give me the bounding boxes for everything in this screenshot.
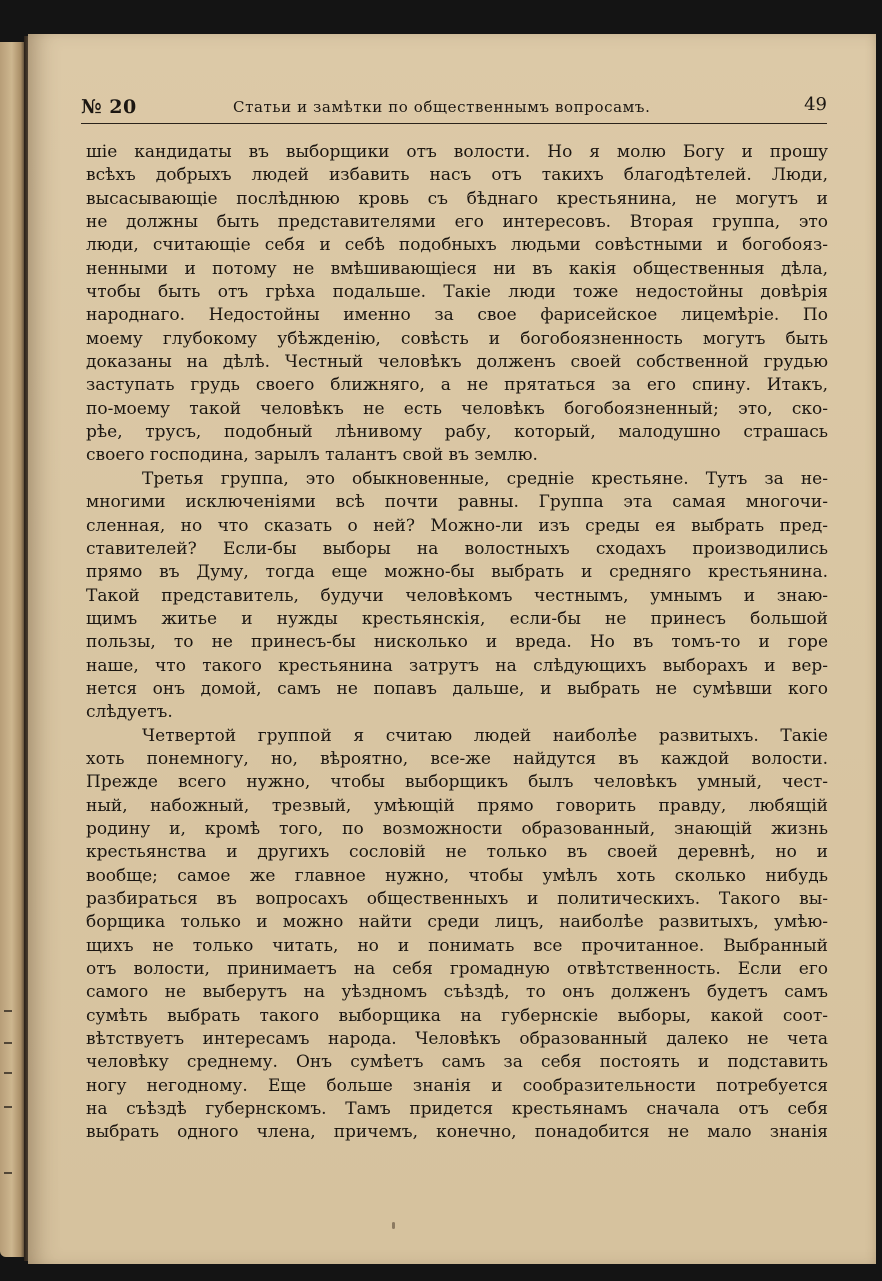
text-line: родину и, кромѣ того, по возможности образованный, знающій жизнь <box>86 818 828 839</box>
text-line: сленная, но что сказать о ней? Можно-ли изъ среды ея выбрать пред- <box>86 515 828 536</box>
text-line: щихъ не только читать, но и понимать все прочитанное. Выбранный <box>86 935 828 956</box>
text-line: отъ волости, принимаетъ на себя громадную отвѣтственность. Если его <box>86 959 828 980</box>
text-line: рѣе, трусъ, подобный лѣнивому рабу, который, малодушно страшась <box>86 422 828 443</box>
text-line: по-моему такой человѣкъ не есть человѣкъ богобоязненный; это, ско- <box>86 398 828 419</box>
text-line: щимъ житье и нужды крестьянскія, если-бы не принесъ большой <box>86 608 828 629</box>
text-line: доказаны на дѣлѣ. Честный человѣкъ долженъ своей собственной грудью <box>86 352 828 373</box>
paragraph-start-line: Третья группа, это обыкновенные, средніе крестьяне. Тутъ за не- <box>142 468 828 489</box>
text-line: борщика только и можно найти среди лицъ, наиболѣе развитыхъ, умѣю- <box>86 912 828 933</box>
text-line: на съѣздѣ губернскомъ. Тамъ придется крестьянамъ сначала отъ себя <box>86 1099 828 1120</box>
text-line: чтобы быть отъ грѣха подальше. Такіе люди тоже недостойны довѣрія <box>86 282 828 303</box>
text-line: всѣхъ добрыхъ людей избавить насъ отъ такихъ благодѣтелей. Люди, <box>86 165 828 186</box>
running-head <box>81 92 827 122</box>
text-line: выбрать одного члена, причемъ, конечно, понадобится не мало знанія <box>86 1122 828 1143</box>
text-line: нется онъ домой, самъ не попавъ дальше, и выбрать не сумѣвши кого <box>86 678 828 699</box>
text-line: ный, набожный, трезвый, умѣющій прямо говорить правду, любящій <box>86 795 828 816</box>
text-line: моему глубокому убѣжденію, совѣсть и богобоязненность могутъ быть <box>86 328 828 349</box>
book-page <box>28 34 876 1264</box>
text-line: ненными и потому не вмѣшивающіеся ни въ какія общественныя дѣла, <box>86 258 828 279</box>
issue-number: № 20 <box>81 96 137 118</box>
page-edge-mark <box>4 1072 12 1074</box>
text-line: сумѣть выбрать такого выборщика на губернскіе выборы, какой соот- <box>86 1005 828 1026</box>
previous-page-edge <box>0 42 26 1257</box>
page-edge-mark <box>4 1010 12 1012</box>
text-line: ставителей? Если-бы выборы на волостныхъ сходахъ производились <box>86 538 828 559</box>
text-line: самого не выберутъ на уѣздномъ съѣздѣ, то онъ долженъ будетъ самъ <box>86 982 828 1003</box>
section-title: Статьи и замѣтки по общественнымъ вопросамъ. <box>233 98 651 116</box>
page-edge-mark <box>4 1042 12 1044</box>
text-line: вообще; самое же главное нужно, чтобы умѣлъ хоть сколько нибудь <box>86 865 828 886</box>
text-line: Такой представитель, будучи человѣкомъ честнымъ, умнымъ и знаю- <box>86 585 828 606</box>
page-edge-mark <box>4 1106 12 1108</box>
text-line: народнаго. Недостойны именно за свое фарисейское лицемѣріе. По <box>86 305 828 326</box>
text-line: прямо въ Думу, тогда еще можно-бы выбрать и средняго крестьянина. <box>86 562 828 583</box>
text-line: разбираться въ вопросахъ общественныхъ и политическихъ. Такого вы- <box>86 889 828 909</box>
text-line: Прежде всего нужно, чтобы выборщикъ былъ человѣкъ умный, чест- <box>86 772 828 793</box>
text-line: шіе кандидаты въ выборщики отъ волости. Но я молю Богу и прошу <box>86 142 828 162</box>
text-line: вѣтствуетъ интересамъ народа. Человѣкъ образованный далеко не чета <box>86 1029 828 1050</box>
text-line: своего господина, зарылъ талантъ свой въ землю. <box>86 445 538 466</box>
text-line: наше, что такого крестьянина затрутъ на слѣдующихъ выборахъ и вер- <box>86 655 828 676</box>
text-line: человѣку среднему. Онъ сумѣетъ самъ за себя постоять и подставить <box>86 1052 828 1073</box>
text-line: слѣдуетъ. <box>86 702 173 723</box>
page-number: 49 <box>804 94 827 115</box>
paper-speck <box>392 1222 395 1229</box>
text-line: люди, считающіе себя и себѣ подобныхъ людьми совѣстными и богобояз- <box>86 235 828 256</box>
article-text <box>86 141 828 1145</box>
text-line: многими исключеніями всѣ почти равны. Группа эта самая многочи- <box>86 492 828 513</box>
text-line: хоть понемногу, но, вѣроятно, все-же найдутся въ каждой волости. <box>86 748 828 769</box>
text-line: ногу негодному. Еще больше знанія и сообразительности потребуется <box>86 1075 828 1096</box>
text-line: высасывающіе послѣднюю кровь съ бѣднаго крестьянина, не могутъ и <box>86 188 828 209</box>
paragraph-start-line: Четвертой группой я считаю людей наиболѣе развитыхъ. Такіе <box>142 725 828 746</box>
header-rule <box>81 123 827 124</box>
text-line: заступать грудь своего ближняго, а не прятаться за его спину. Итакъ, <box>86 375 828 396</box>
text-line: пользы, то не принесъ-бы нисколько и вреда. Но въ томъ-то и горе <box>86 632 828 653</box>
page-edge-mark <box>4 1172 12 1174</box>
text-line: не должны быть представителями его интересовъ. Вторая группа, это <box>86 212 828 233</box>
text-line: крестьянства и другихъ сословій не только въ своей деревнѣ, но и <box>86 842 828 863</box>
